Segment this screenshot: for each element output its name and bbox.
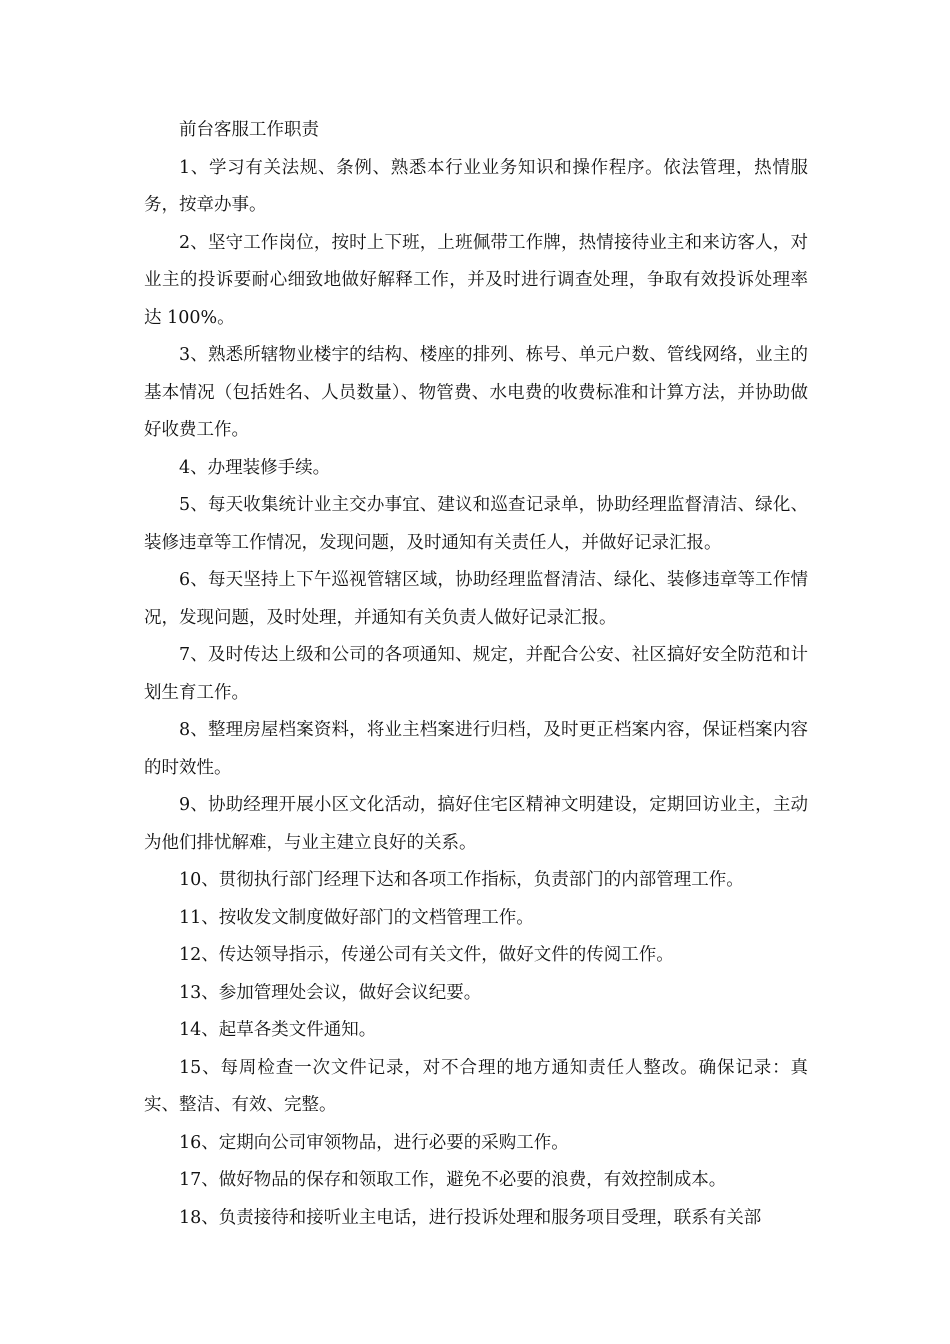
duty-item-17: 17、做好物品的保存和领取工作，避免不必要的浪费，有效控制成本。 — [179, 1170, 727, 1190]
duty-item-2: 2、坚守工作岗位，按时上下班，上班佩带工作牌，热情接待业主和来访客人，对业主的投诉要耐心细致地做好解释工作，并及时进行调查处理，争取有效投诉处理率达 100%。 — [144, 232, 808, 328]
duty-item-5: 5、每天收集统计业主交办事宜、建议和巡查记录单，协助经理监督清洁、绿化、装修违章等工作情况，发现问题，及时通知有关责任人，并做好记录汇报。 — [144, 495, 808, 553]
duty-item-16: 16、定期向公司审领物品，进行必要的采购工作。 — [179, 1132, 569, 1153]
duty-item-1: 1、学习有关法规、条例、熟悉本行业业务知识和操作程序。依法管理，热情服务，按章办事。 — [144, 157, 808, 215]
duty-item-10: 10、贯彻执行部门经理下达和各项工作指标，负责部门的内部管理工作。 — [179, 870, 744, 890]
duty-item-18: 18、负责接待和接听业主电话，进行投诉处理和服务项目受理，联系有关部 — [179, 1207, 762, 1228]
duty-item-11: 11、按收发文制度做好部门的文档管理工作。 — [179, 907, 534, 928]
duty-item-4: 4、办理装修手续。 — [179, 457, 331, 478]
duty-item-13: 13、参加管理处会议，做好会议纪要。 — [179, 982, 482, 1003]
duty-item-8: 8、整理房屋档案资料，将业主档案进行归档，及时更正档案内容，保证档案内容的时效性。 — [144, 720, 808, 778]
document-title: 前台客服工作职责 — [179, 120, 319, 140]
duty-item-7: 7、及时传达上级和公司的各项通知、规定，并配合公安、社区搞好安全防范和计划生育工作。 — [144, 645, 808, 703]
duty-item-3: 3、熟悉所辖物业楼宇的结构、楼座的排列、栋号、单元户数、管线网络，业主的基本情况（包括姓名、人员数量）、物管费、水电费的收费标准和计算方法，并协助做好收费工作。 — [144, 345, 808, 440]
document-body — [144, 112, 808, 1237]
duty-item-9: 9、协助经理开展小区文化活动，搞好住宅区精神文明建设，定期回访业主，主动为他们排忧解难，与业主建立良好的关系。 — [144, 795, 808, 853]
duty-item-14: 14、起草各类文件通知。 — [179, 1020, 377, 1040]
duty-item-6: 6、每天坚持上下午巡视管辖区域，协助经理监督清洁、绿化、装修违章等工作情况，发现问题，及时处理，并通知有关负责人做好记录汇报。 — [144, 570, 808, 628]
duty-item-12: 12、传达领导指示，传递公司有关文件，做好文件的传阅工作。 — [179, 945, 674, 965]
duty-item-15: 15、每周检查一次文件记录，对不合理的地方通知责任人整改。确保记录：真实、整洁、有效、完整。 — [144, 1057, 808, 1115]
